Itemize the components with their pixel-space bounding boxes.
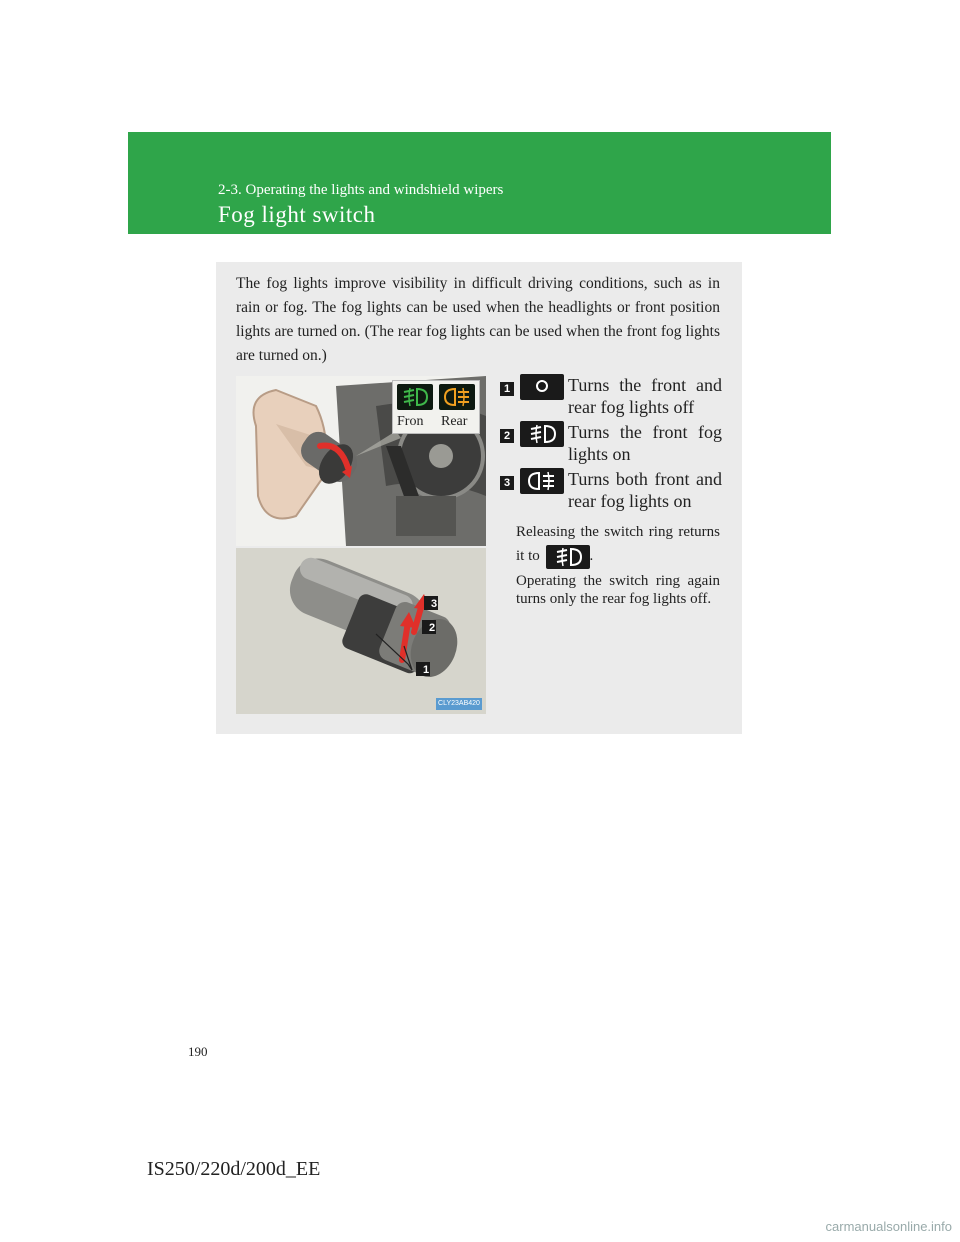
step-1 (500, 374, 726, 420)
callout-3: 3 (431, 598, 438, 610)
step-text: Turns the front fog lights on (568, 422, 722, 464)
lever-drawing (236, 548, 486, 714)
page-title: Fog light switch (218, 202, 376, 227)
step-number: 2 (500, 429, 514, 443)
step-2 (500, 421, 726, 467)
rear-indicator-label: Rear (441, 414, 468, 429)
rear-fog-icon (520, 468, 564, 494)
step-text: Turns the front and rear fog lights off (568, 375, 722, 417)
figure-code: CLY23AB420 (436, 698, 482, 710)
page-number: 190 (188, 1044, 208, 1059)
front-fog-icon (546, 545, 590, 569)
section-header (128, 132, 831, 234)
content-panel (216, 262, 742, 734)
rear-fog-indicator-icon (439, 384, 475, 410)
indicator-lamps (392, 380, 480, 434)
footer-model: IS250/220d/200d_EE (147, 1158, 321, 1180)
front-fog-icon (520, 421, 564, 447)
intro-paragraph: The fog lights improve visibility in difficult driving conditions, such as in rain or fog. The fog lights can be used when the headlights or front position lights are turned on. (The rear fog lights can be used when the front fog lights are turned on.) (236, 275, 720, 364)
release-note (516, 520, 720, 569)
step-number: 1 (500, 382, 514, 396)
step-text: Turns both front and rear fog lights on (568, 469, 722, 511)
lever-photo (236, 548, 486, 714)
release-note-end: . (589, 548, 594, 564)
step-number: 3 (500, 476, 514, 490)
fog-off-icon (520, 374, 564, 400)
dashboard-photo (236, 376, 486, 546)
watermark: carmanualsonline.info (825, 1219, 952, 1234)
fog-switch-illustration (236, 376, 486, 714)
callout-1: 1 (423, 664, 430, 676)
front-fog-indicator-icon (397, 384, 433, 410)
release-note-text: Releasing the switch ring returns it to (516, 524, 720, 564)
front-indicator-label: Fron (397, 414, 424, 429)
again-note: Operating the switch ring again turns only the rear fog lights off. (516, 573, 720, 607)
section-breadcrumb: 2-3. Operating the lights and windshield wipers (218, 182, 504, 198)
callout-2: 2 (429, 622, 436, 634)
step-3 (500, 468, 726, 514)
